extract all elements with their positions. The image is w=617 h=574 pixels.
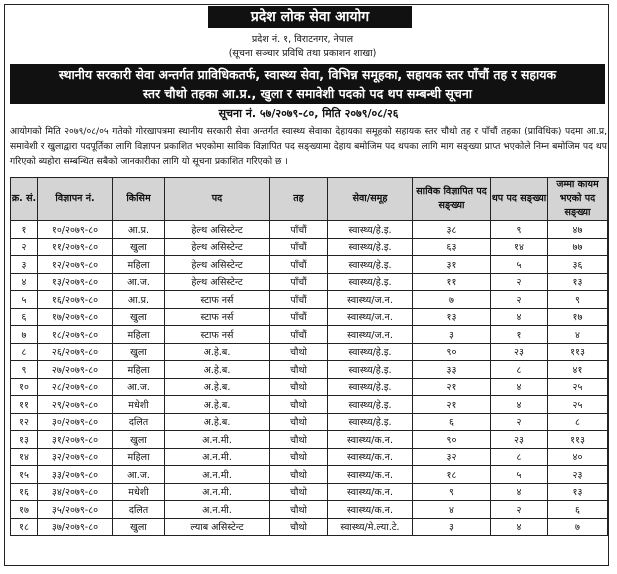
cell-ad-number: ३३/२०७९-८० bbox=[38, 466, 113, 484]
cell-type: आ.ज. bbox=[113, 273, 165, 291]
cell-total-count: ४७ bbox=[548, 221, 608, 239]
cell-added-count: ८ bbox=[491, 448, 548, 466]
cell-type: आ.प्र. bbox=[113, 291, 165, 309]
table-row bbox=[11, 221, 608, 239]
table-row bbox=[11, 378, 608, 396]
cell-total-count: २५ bbox=[548, 396, 608, 414]
cell-type: खुला bbox=[113, 308, 165, 326]
cell-added-count: २ bbox=[491, 273, 548, 291]
cell-sn: १० bbox=[11, 378, 38, 396]
cell-type: आ.ज. bbox=[113, 378, 165, 396]
cell-level: चौथो bbox=[270, 396, 328, 414]
cell-service-group: स्वास्थ्य/हे.इ. bbox=[328, 378, 413, 396]
header-type: किसिम bbox=[113, 178, 165, 221]
cell-service-group: स्वास्थ्य/ज.न. bbox=[328, 291, 413, 309]
cell-level: चौथो bbox=[270, 466, 328, 484]
cell-service-group: स्वास्थ्य/ज.न. bbox=[328, 308, 413, 326]
cell-type: महिला bbox=[113, 326, 165, 344]
cell-sn: ३ bbox=[11, 256, 38, 274]
cell-previous-count: ३१ bbox=[413, 256, 491, 274]
cell-total-count: ३६ bbox=[548, 256, 608, 274]
table-header-row bbox=[11, 178, 608, 221]
cell-post: ल्याब असिस्टेन्ट bbox=[165, 518, 270, 536]
cell-ad-number: १७/२०७९-८० bbox=[38, 308, 113, 326]
cell-ad-number: ३५/२०७९-८० bbox=[38, 501, 113, 519]
header-added-count: थप पद सङ्ख्या bbox=[491, 178, 548, 221]
commission-department: (सूचना सञ्चार प्रविधि तथा प्रकाशन शाखा) bbox=[228, 48, 377, 59]
cell-type: दलित bbox=[113, 501, 165, 519]
cell-service-group: स्वास्थ्य/क.न. bbox=[328, 501, 413, 519]
cell-level: पाँचौं bbox=[270, 273, 328, 291]
cell-ad-number: १६/२०७९-८० bbox=[38, 291, 113, 309]
cell-sn: १७ bbox=[11, 501, 38, 519]
cell-ad-number: ३२/२०७९-८० bbox=[38, 448, 113, 466]
table-row bbox=[11, 343, 608, 361]
cell-post: अ.हे.ब. bbox=[165, 361, 270, 379]
cell-total-count: ४१ bbox=[548, 361, 608, 379]
cell-previous-count: ७ bbox=[413, 291, 491, 309]
cell-total-count: २५ bbox=[548, 378, 608, 396]
cell-ad-number: १२/२०७९-८० bbox=[38, 256, 113, 274]
cell-level: पाँचौं bbox=[270, 256, 328, 274]
cell-level: पाँचौं bbox=[270, 291, 328, 309]
cell-previous-count: ६ bbox=[413, 413, 491, 431]
cell-service-group: स्वास्थ्य/हे.इ. bbox=[328, 396, 413, 414]
cell-post: अ.न.मी. bbox=[165, 466, 270, 484]
cell-level: चौथो bbox=[270, 361, 328, 379]
cell-ad-number: १३/२०७९-८० bbox=[38, 273, 113, 291]
header-previous-count: साविक विज्ञापित पद सङ्ख्या bbox=[413, 178, 491, 221]
table-row bbox=[11, 326, 608, 344]
cell-type: आ.प्र. bbox=[113, 221, 165, 239]
cell-previous-count: ३ bbox=[413, 326, 491, 344]
cell-ad-number: ११/२०७९-८० bbox=[38, 238, 113, 256]
header-sn: क्र. सं. bbox=[11, 178, 38, 221]
cell-post: स्टाफ नर्स bbox=[165, 308, 270, 326]
cell-total-count: ४ bbox=[548, 326, 608, 344]
table-row bbox=[11, 501, 608, 519]
cell-level: पाँचौं bbox=[270, 326, 328, 344]
table-row bbox=[11, 466, 608, 484]
cell-previous-count: ३३ bbox=[413, 361, 491, 379]
table-row bbox=[11, 448, 608, 466]
cell-post: अ.न.मी. bbox=[165, 448, 270, 466]
cell-service-group: स्वास्थ्य/क.न. bbox=[328, 483, 413, 501]
cell-post: स्टाफ नर्स bbox=[165, 291, 270, 309]
cell-added-count: ५ bbox=[491, 466, 548, 484]
cell-post: अ.हे.ब. bbox=[165, 413, 270, 431]
cell-post: हेल्थ असिस्टेन्ट bbox=[165, 221, 270, 239]
cell-sn: १ bbox=[11, 221, 38, 239]
cell-post: हेल्थ असिस्टेन्ट bbox=[165, 273, 270, 291]
cell-total-count: ४० bbox=[548, 448, 608, 466]
cell-type: महिला bbox=[113, 361, 165, 379]
cell-ad-number: १०/२०७९-८० bbox=[38, 221, 113, 239]
cell-post: अ.हे.ब. bbox=[165, 396, 270, 414]
cell-type: दलित bbox=[113, 413, 165, 431]
cell-service-group: स्वास्थ्य/हे.इ. bbox=[328, 221, 413, 239]
notice-paragraph: आयोगको मिति २०७९/०८/०५ गतेको गोरखापत्रमा स्थानीय सरकारी सेवा अन्तर्गत स्वास्थ्य सेवाका देहायका समूहको सहायक स्तर चौथो तह र पाँचौं तहका (प्राविधिक) पदमा आ.प्र, समावेशी र खुलाद्वारा पदपूर्तिका लागि विज्ञापन प्रकाशित भएकोमा साविक विज्ञापित पद सङ्ख्यामा देहाय बमोजिम पद थपका लागि माग सङ्ख्या प्राप्त भएकोले निम्न बमोजिम पद थप गरिएको ब्यहोरा सम्बन्धित सबैको जानकारीका लागि यो सूचना प्रकाशित गरिएको छ । bbox=[10, 126, 607, 167]
cell-level: पाँचौं bbox=[270, 238, 328, 256]
header-service-group: सेवा/समूह bbox=[328, 178, 413, 221]
cell-previous-count: ३२ bbox=[413, 448, 491, 466]
cell-service-group: स्वास्थ्य/हे.इ. bbox=[328, 343, 413, 361]
cell-sn: ९ bbox=[11, 361, 38, 379]
cell-added-count: ५ bbox=[491, 256, 548, 274]
cell-sn: १४ bbox=[11, 448, 38, 466]
table-row bbox=[11, 518, 608, 536]
cell-previous-count: ३ bbox=[413, 518, 491, 536]
cell-post: हेल्थ असिस्टेन्ट bbox=[165, 238, 270, 256]
cell-added-count: ४ bbox=[491, 396, 548, 414]
cell-sn: ७ bbox=[11, 326, 38, 344]
cell-total-count: ९ bbox=[548, 291, 608, 309]
cell-type: महिला bbox=[113, 256, 165, 274]
cell-added-count: ४ bbox=[491, 483, 548, 501]
cell-ad-number: १८/२०७९-८० bbox=[38, 326, 113, 344]
cell-type: मधेशी bbox=[113, 396, 165, 414]
cell-type: महिला bbox=[113, 448, 165, 466]
cell-post: हेल्थ असिस्टेन्ट bbox=[165, 256, 270, 274]
commission-title: प्रदेश लोक सेवा आयोग bbox=[208, 6, 412, 28]
cell-sn: ११ bbox=[11, 396, 38, 414]
cell-post: अ.हे.ब. bbox=[165, 378, 270, 396]
cell-type: आ.ज. bbox=[113, 466, 165, 484]
cell-total-count: १७ bbox=[548, 308, 608, 326]
cell-service-group: स्वास्थ्य/हे.इ. bbox=[328, 273, 413, 291]
cell-post: अ.न.मी. bbox=[165, 501, 270, 519]
cell-type: मधेशी bbox=[113, 483, 165, 501]
cell-sn: १५ bbox=[11, 466, 38, 484]
cell-previous-count: १८ bbox=[413, 466, 491, 484]
table-row bbox=[11, 291, 608, 309]
table-row bbox=[11, 308, 608, 326]
cell-service-group: स्वास्थ्य/हे.इ. bbox=[328, 256, 413, 274]
cell-service-group: स्वास्थ्य/हे.इ. bbox=[328, 238, 413, 256]
cell-sn: ८ bbox=[11, 343, 38, 361]
cell-service-group: स्वास्थ्य/क.न. bbox=[328, 466, 413, 484]
cell-sn: १३ bbox=[11, 431, 38, 449]
cell-ad-number: ३१/२०७९-८० bbox=[38, 431, 113, 449]
cell-total-count: ११३ bbox=[548, 343, 608, 361]
cell-added-count: २३ bbox=[491, 431, 548, 449]
cell-level: चौथो bbox=[270, 343, 328, 361]
cell-total-count: ११३ bbox=[548, 431, 608, 449]
cell-added-count: ४ bbox=[491, 308, 548, 326]
cell-added-count: २३ bbox=[491, 343, 548, 361]
cell-ad-number: ३७/२०७९-८० bbox=[38, 518, 113, 536]
cell-level: पाँचौं bbox=[270, 308, 328, 326]
posts-table bbox=[10, 177, 608, 536]
cell-added-count: ८ bbox=[491, 361, 548, 379]
cell-total-count: ८ bbox=[548, 413, 608, 431]
cell-total-count: ६ bbox=[548, 501, 608, 519]
cell-previous-count: ९० bbox=[413, 431, 491, 449]
table-body bbox=[11, 221, 608, 536]
cell-previous-count: ९० bbox=[413, 343, 491, 361]
cell-previous-count: ६३ bbox=[413, 238, 491, 256]
headline-line-2: स्तर चौथो तहका आ.प्र., खुला र समावेशी पदको पद थप सम्बन्धी सूचना bbox=[142, 86, 472, 101]
cell-total-count: १३ bbox=[548, 483, 608, 501]
cell-total-count: १३ bbox=[548, 273, 608, 291]
cell-type: खुला bbox=[113, 343, 165, 361]
cell-sn: १२ bbox=[11, 413, 38, 431]
cell-added-count: २ bbox=[491, 291, 548, 309]
cell-ad-number: ३४/२०७९-८० bbox=[38, 483, 113, 501]
cell-sn: १६ bbox=[11, 483, 38, 501]
cell-sn: १८ bbox=[11, 518, 38, 536]
cell-ad-number: २७/२०७९-८० bbox=[38, 361, 113, 379]
cell-previous-count: २१ bbox=[413, 378, 491, 396]
cell-service-group: स्वास्थ्य/मे.ल्या.टे. bbox=[328, 518, 413, 536]
cell-service-group: स्वास्थ्य/हे.इ. bbox=[328, 361, 413, 379]
cell-sn: ५ bbox=[11, 291, 38, 309]
notice-headline bbox=[10, 64, 605, 104]
cell-level: चौथो bbox=[270, 378, 328, 396]
cell-service-group: स्वास्थ्य/क.न. bbox=[328, 448, 413, 466]
cell-level: चौथो bbox=[270, 431, 328, 449]
table-row bbox=[11, 361, 608, 379]
cell-ad-number: ३०/२०७९-८० bbox=[38, 413, 113, 431]
cell-ad-number: २६/२०७९-८० bbox=[38, 343, 113, 361]
cell-level: पाँचौं bbox=[270, 221, 328, 239]
cell-level: चौथो bbox=[270, 483, 328, 501]
cell-previous-count: ९ bbox=[413, 483, 491, 501]
cell-ad-number: २९/२०७९-८० bbox=[38, 396, 113, 414]
table-row bbox=[11, 413, 608, 431]
cell-level: चौथो bbox=[270, 501, 328, 519]
cell-total-count: ७७ bbox=[548, 238, 608, 256]
cell-previous-count: २१ bbox=[413, 396, 491, 414]
commission-address: प्रदेश नं. १, विराटनगर, नेपाल bbox=[251, 34, 354, 45]
cell-sn: ६ bbox=[11, 308, 38, 326]
cell-added-count: २ bbox=[491, 413, 548, 431]
cell-total-count: २३ bbox=[548, 466, 608, 484]
header-ad-number: विज्ञापन नं. bbox=[38, 178, 113, 221]
cell-type: खुला bbox=[113, 238, 165, 256]
cell-post: स्टाफ नर्स bbox=[165, 326, 270, 344]
table-row bbox=[11, 238, 608, 256]
cell-service-group: स्वास्थ्य/ज.न. bbox=[328, 326, 413, 344]
cell-post: अ.न.मी. bbox=[165, 431, 270, 449]
cell-sn: २ bbox=[11, 238, 38, 256]
cell-added-count: ९ bbox=[491, 221, 548, 239]
cell-post: अ.न.मी. bbox=[165, 483, 270, 501]
cell-previous-count: ४ bbox=[413, 501, 491, 519]
cell-type: खुला bbox=[113, 431, 165, 449]
cell-previous-count: ३८ bbox=[413, 221, 491, 239]
cell-level: चौथो bbox=[270, 413, 328, 431]
cell-total-count: ७ bbox=[548, 518, 608, 536]
cell-added-count: ४ bbox=[491, 518, 548, 536]
cell-level: चौथो bbox=[270, 518, 328, 536]
cell-post: अ.हे.ब. bbox=[165, 343, 270, 361]
cell-added-count: १४ bbox=[491, 238, 548, 256]
table-row bbox=[11, 431, 608, 449]
cell-previous-count: ११ bbox=[413, 273, 491, 291]
cell-service-group: स्वास्थ्य/हे.इ. bbox=[328, 413, 413, 431]
table-row bbox=[11, 396, 608, 414]
cell-ad-number: २८/२०७९-८० bbox=[38, 378, 113, 396]
cell-added-count: २ bbox=[491, 501, 548, 519]
cell-type: खुला bbox=[113, 518, 165, 536]
cell-sn: ४ bbox=[11, 273, 38, 291]
table-row bbox=[11, 273, 608, 291]
cell-level: चौथो bbox=[270, 448, 328, 466]
cell-added-count: १ bbox=[491, 326, 548, 344]
header-post: पद bbox=[165, 178, 270, 221]
notice-number: सूचना नं. ५७/२०७९-८०, मिति २०७९/०८/२६ bbox=[218, 107, 399, 120]
table-row bbox=[11, 256, 608, 274]
header-total-count: जम्मा कायम भएको पद सङ्ख्या bbox=[548, 178, 608, 221]
cell-added-count: ४ bbox=[491, 378, 548, 396]
cell-service-group: स्वास्थ्य/क.न. bbox=[328, 431, 413, 449]
cell-previous-count: १३ bbox=[413, 308, 491, 326]
header-level: तह bbox=[270, 178, 328, 221]
table-row bbox=[11, 483, 608, 501]
headline-line-1: स्थानीय सरकारी सेवा अन्तर्गत प्राविधिकतर्फ, स्वास्थ्य सेवा, विभिन्न समूहका, सहायक स्तर पाँचौं तह र सहायक bbox=[58, 67, 557, 82]
